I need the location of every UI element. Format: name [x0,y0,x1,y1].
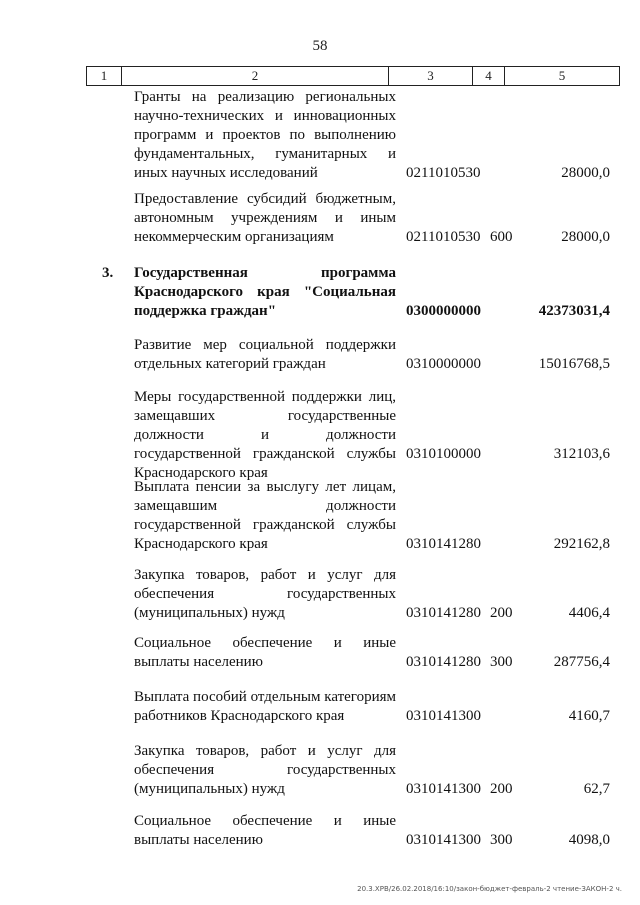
row-name: Закупка товаров, работ и услуг для обеспечения государственных (муниципальных) нужд [134,567,396,621]
row-sum: 312103,6 [553,446,610,462]
row-name: Закупка товаров, работ и услуг для обеспечения государственных (муниципальных) нужд [134,743,396,797]
row-sum: 15016768,5 [538,356,610,372]
table-row [0,742,640,799]
table-row [0,264,640,321]
row-sum: 292162,8 [553,536,610,552]
row-name: Выплата пособий отдельным категориям работников Краснодарского края [134,689,396,724]
table-row [0,634,640,672]
row-name: Социальное обеспечение и иные выплаты населению [134,635,396,670]
table-row [0,688,640,726]
row-sum: 4406,4 [568,605,610,621]
row-sum: 4098,0 [568,832,610,848]
row-code: 0300000000 [406,303,481,319]
page-number: 58 [312,38,328,54]
row-type: 200 [490,781,513,797]
header-col-3: 3 [389,67,473,85]
row-name: Меры государственной поддержки лиц, замещавших государственные должности и должности государственной гражданской службы Краснодарского края [134,389,396,481]
row-code: 0310141280 [406,605,481,621]
row-name: Предоставление субсидий бюджетным, автономным учреждениям и иным некоммерческим организациям [134,191,396,245]
row-code: 0211010530 [406,165,481,181]
row-name: Развитие мер социальной поддержки отдельных категорий граждан [134,337,396,372]
row-number: 3. [102,265,114,281]
table-row [0,336,640,374]
row-type: 300 [490,832,513,848]
row-code: 0310100000 [406,446,481,462]
row-sum: 28000,0 [561,229,610,245]
row-code: 0310141280 [406,536,481,552]
table-row [0,388,640,481]
row-code: 0310141300 [406,708,481,724]
row-sum: 42373031,4 [538,303,610,319]
document-footer-path: 20.3.ХРВ/26.02.2018/16:10/закон-бюджет-февраль-2 чтение-ЗАКОН-2 ч. [357,885,622,893]
row-sum: 287756,4 [553,654,610,670]
row-code: 0310000000 [406,356,481,372]
table-header [86,66,620,86]
row-type: 600 [490,229,513,245]
table-row [0,812,640,850]
row-sum: 28000,0 [561,165,610,181]
row-code: 0310141300 [406,781,481,797]
header-col-1: 1 [87,67,122,85]
row-name: Государственная программа Краснодарского края "Социальная поддержка граждан" [134,265,396,319]
row-code: 0211010530 [406,229,481,245]
row-type: 300 [490,654,513,670]
row-code: 0310141280 [406,654,481,670]
table-row [0,190,640,247]
row-sum: 4160,7 [568,708,610,724]
table-row [0,478,640,554]
table-row [0,566,640,623]
row-type: 200 [490,605,513,621]
header-col-5: 5 [558,68,566,83]
header-col-4: 4 [473,67,505,85]
row-sum: 62,7 [583,781,610,797]
header-col-2: 2 [122,67,389,85]
row-code: 0310141300 [406,832,481,848]
row-name: Выплата пенсии за выслугу лет лицам, замещавшим должности государственной гражданской службы Краснодарского края [134,479,396,552]
row-name: Социальное обеспечение и иные выплаты населению [134,813,396,848]
table-row [0,88,640,183]
row-name: Гранты на реализацию региональных научно-технических и инновационных программ и проектов по выполнению фундаментальных, гуманитарных и иных научных исследований [134,89,396,181]
